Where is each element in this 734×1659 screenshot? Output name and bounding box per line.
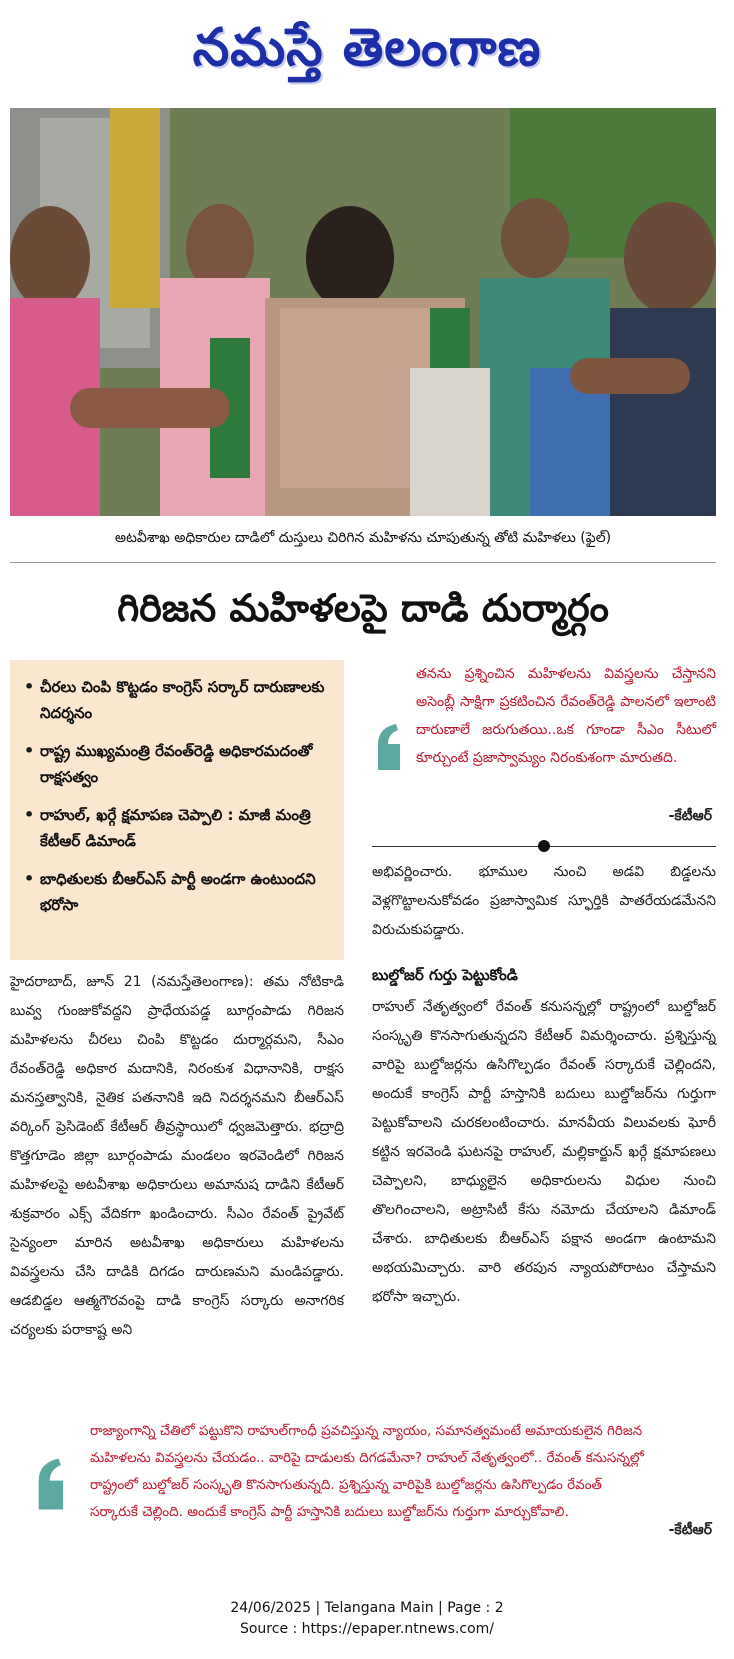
pull-quote-text: రాజ్యాంగాన్ని చేతిలో పట్టుకొని రాహుల్‌గాంధీ ప్రవచిస్తున్న న్యాయం, సమానత్వమంటే అమాయకులైన గిరిజన మహిళలను వివస్త్రలను చేయడం.. వారిపై దాడులకు దిగడమేనా? రాహుల్ నేతృత్వంలో.. రేవంత్ కనుసన్నల్లో రాష్ట్రంలో బుల్డోజర్ సంస్కృతి కొనసాగుతున్నది. ప్రశ్నిస్తున్న వారిపైకి బుల్డోజర్లను ఉసిగొల్పడం రేవంత్ సర్కారుకే చెల్లింది. అందుకే కాంగ్రెస్ పార్టీ హస్తానికి బదులు బుల్డోజర్‌ను గుర్తుగా మార్చుకోవాలి. <box>90 1423 644 1520</box>
highlights-box <box>10 660 344 960</box>
highlight-item <box>24 802 330 854</box>
body-paragraph: హైదరాబాద్, జూన్ 21 (నమస్తేతెలంగాణ): తమ నోటికాడి బువ్వ గుంజుకోవద్దని ప్రాధేయపడ్డ బూర్గంపాడు గిరిజన మహిళలను చీరలు చింపి కొట్టడం దుర్మార్గమని, సీఎం రేవంత్‌రెడ్డి అధికార మదానికి, నిరంకుశ విధానానికి, రాక్షస మనస్తత్వానికి, నైతిక పతనానికి ఇది నిదర్శనమని బీఆర్‌ఎస్ వర్కింగ్ ప్రెసిడెంట్ కేటీఆర్ తీవ్రస్థాయిలో ధ్వజమెత్తారు. భద్రాద్రి కొత్తగూడెం జిల్లా బూర్గంపాడు మండలం ఇరవెండిలో గిరిజన మహిళలపై అటవీశాఖ అధికారులు అమానుష దాడిని కేటీఆర్ శుక్రవారం ఎక్స్ వేదికగా ఖండించారు. సీఎం రేవంత్ ప్రైవేట్ సైన్యంలా మారిన అటవీశాఖ అధికారులు మహిళలను వివస్త్రలను చేసి దాడికి దిగడం దారుణమని మండిపడ్డారు. ఆడబిడ్డల ఆత్మగౌరవంపై దాడి కాంగ్రెస్ సర్కారు అనాగరిక చర్యలకు పరాకాష్ట అని <box>10 974 344 1338</box>
pull-quote-attribution: -కేటీఆర్ <box>668 808 712 824</box>
highlight-item <box>24 738 330 790</box>
page-footer <box>0 1598 734 1640</box>
footer-source: Source : https://epaper.ntnews.com/ <box>239 1621 495 1637</box>
highlight-text: చీరలు చింపి కొట్టడం కాంగ్రెస్ సర్కార్ దారుణాలకు నిదర్శనం <box>40 678 325 722</box>
article-subhead: బుల్డోజర్ గుర్తు పెట్టుకోండి <box>372 966 518 984</box>
caption-rule <box>10 562 716 563</box>
pull-quote-bottom <box>10 1418 716 1554</box>
divider-dot <box>538 840 550 852</box>
highlight-item <box>24 674 330 726</box>
photo-caption: అటవీశాఖ అధికారుల దాడిలో దుస్తులు చిరిగిన మహిళను చూపుతున్న తోటి మహిళలు (ఫైల్) <box>114 530 612 546</box>
pull-quote-top <box>372 660 716 836</box>
masthead-title: నమస్తే తెలంగాణ <box>192 17 542 78</box>
article-headline: గిరిజన మహిళలపై దాడి దుర్మార్గం <box>117 586 609 630</box>
newspaper-masthead <box>0 0 734 108</box>
article-body-right <box>372 858 716 1312</box>
bullet-icon: • <box>24 741 35 760</box>
quote-mark-icon <box>372 722 408 772</box>
body-paragraph: అభివర్ణించారు. భూముల నుంచి అడవి బిడ్డలను వెళ్లగొట్టాలనుకోవడం ప్రజాస్వామిక స్ఫూర్తికి పాతరేయడమేనని విరుచుకుపడ్డారు. <box>372 864 716 938</box>
bullet-icon: • <box>24 677 35 696</box>
pull-quote-attribution: -కేటీఆర్ <box>668 1522 712 1538</box>
highlight-item <box>24 866 330 918</box>
body-paragraph: రాహుల్ నేతృత్వంలో రేవంత్ కనుసన్నల్లో రాష్ట్రంలో బుల్డోజర్ సంస్కృతి కొనసాగుతున్నదని కేటీఆర్ విమర్శించారు. ప్రశ్నిస్తున్న వారిపై బుల్డోజర్లను ఉసిగొల్పడం రేవంత్ సర్కారుకే చెల్లిందని, అందుకే కాంగ్రెస్ పార్టీ హస్తానికి బదులు బుల్డోజర్‌ను గుర్తుగా పెట్టుకోవాలని చురకలంటించారు. మానవీయ విలువలకు ఘోరీ కట్టిన ఇరవెండి ఘటనపై రాహుల్, మల్లికార్జున్ ఖర్గే క్షమాపణలు చెప్పాలని, బాధ్యులైన అధికారులను విధుల నుంచి తొలగించాలని, అట్రాసిటీ కేసు నమోదు చేయాలని డిమాండ్ చేశారు. బాధితులకు బీఆర్‌ఎస్ పక్షాన అండగా ఉంటామని అభయమిచ్చారు. వారి తరపున న్యాయపోరాటం చేస్తామని భరోసా ఇచ్చారు. <box>372 999 716 1305</box>
footer-date-edition: 24/06/2025 | Telangana Main | Page : 2 <box>230 1600 504 1616</box>
bullet-icon: • <box>24 869 35 888</box>
bullet-icon: • <box>24 805 35 824</box>
quote-mark-icon <box>32 1456 72 1512</box>
news-photo <box>10 108 716 516</box>
photo-illustration <box>10 108 716 516</box>
highlight-text: రాష్ట్ర ముఖ్యమంత్రి రేవంత్‌రెడ్డి అధికారమదంతో రాక్షసత్వం <box>40 742 313 786</box>
highlight-text: బాధితులకు బీఆర్‌ఎస్ పార్టీ అండగా ఉంటుందని భరోసా <box>40 870 316 914</box>
pull-quote-text: తనను ప్రశ్నించిన మహిళలను వివస్త్రలను చేస్తానని అసెంబ్లీ సాక్షిగా ప్రకటించిన రేవంత్‌రెడ్డి పాలనలో ఇలాంటి దారుణాలే జరుగుతయి..ఒక గూండా సీఎం సీటులో కూర్చుంటే ప్రజాస్వామ్యం నిరంకుశంగా మారుతది. <box>416 666 716 766</box>
highlight-text: రాహుల్, ఖర్గే క్షమాపణ చెప్పాలి : మాజీ మంత్రి కేటీఆర్ డిమాండ్ <box>40 806 311 850</box>
article-body-left <box>10 968 344 1345</box>
